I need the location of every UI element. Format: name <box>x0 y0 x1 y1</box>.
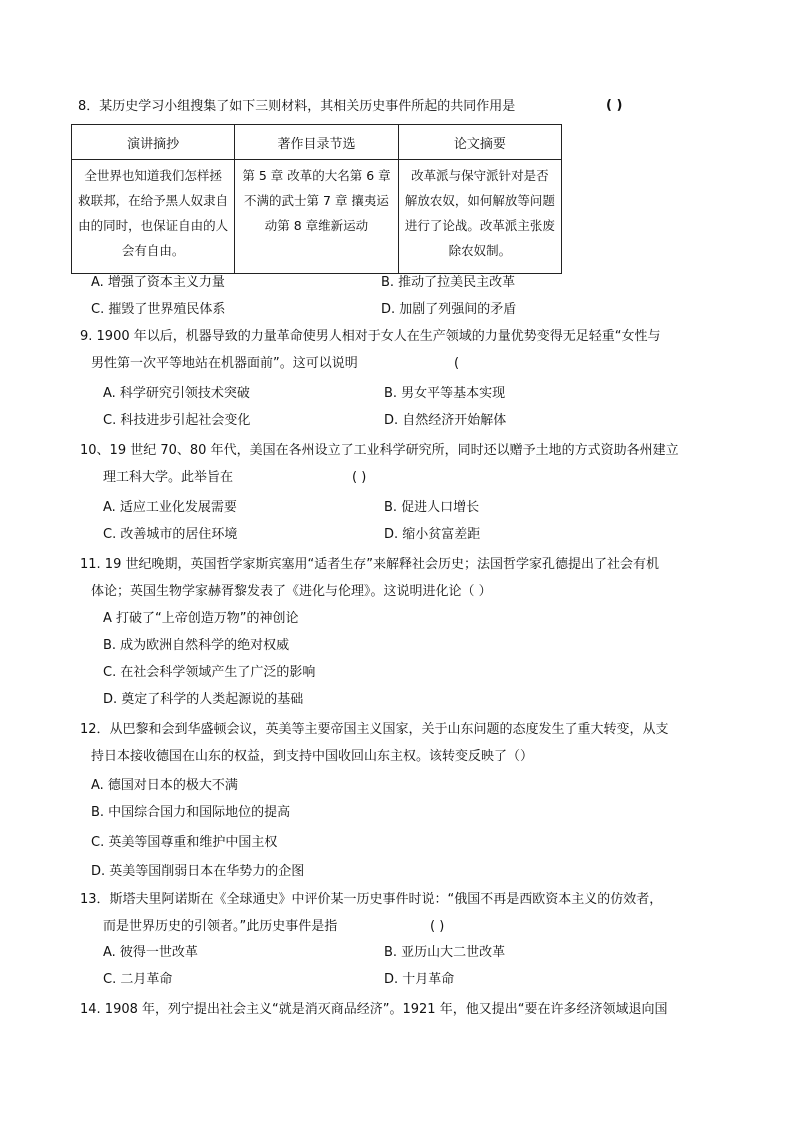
q10-answer-paren: ( ) <box>352 470 367 485</box>
table-header-paper: 论文摘要 <box>398 125 561 160</box>
q11-stem-line2: 体论；英国生物学家赫胥黎发表了《进化与伦理》。这说明进化论（ ） <box>91 584 492 599</box>
q9-option-b[interactable]: B. 男女平等基本实现 <box>384 386 506 401</box>
table-cell-speech <box>72 160 235 274</box>
q11-stem-line1: 11. 19 世纪晚期，英国哲学家斯宾塞用“适者生存”来解释社会历史；法国哲学家孔德提出了社会有机 <box>80 557 659 572</box>
q8-stem: 8．某历史学习小组搜集了如下三则材料，其相关历史事件所起的共同作用是 <box>78 99 516 114</box>
q11-option-d[interactable]: D. 奠定了科学的人类起源说的基础 <box>103 692 304 707</box>
q12-option-b[interactable]: B. 中国综合国力和国际地位的提高 <box>91 805 291 820</box>
q9-option-a[interactable]: A. 科学研究引领技术突破 <box>103 386 250 401</box>
q11-option-c[interactable]: C. 在社会科学领域产生了广泛的影响 <box>103 665 316 680</box>
q13-stem-line1: 13．斯塔夫里阿诺斯在《全球通史》中评价某一历史事件时说：“俄国不再是西欧资本主义的仿效者， <box>80 892 663 907</box>
q10-option-b[interactable]: B. 促进人口增长 <box>384 500 480 515</box>
q10-option-a[interactable]: A. 适应工业化发展需要 <box>103 500 237 515</box>
table-row <box>72 160 562 274</box>
q13-answer-paren: ( ) <box>430 919 445 934</box>
q9-answer-paren: ( <box>454 356 460 371</box>
table-header-book: 著作目录节选 <box>235 125 398 160</box>
q10-option-c[interactable]: C. 改善城市的居住环境 <box>103 527 238 542</box>
q9-option-c[interactable]: C. 科技进步引起社会变化 <box>103 413 251 428</box>
q8-option-b[interactable]: B. 推动了拉美民主改革 <box>381 275 516 290</box>
table-cell-book <box>235 160 398 274</box>
q10-stem-line1: 10、19 世纪 70、80 年代，美国在各州设立了工业科学研究所，同时还以赠予土地的方式资助各州建立 <box>80 443 679 458</box>
table-cell-text: 改革派与保守派针对是否 解放农奴，如何解放等问题 进行了论战。改革派主张废 除农奴制。 <box>404 168 555 258</box>
table-cell-paper <box>398 160 561 274</box>
q9-stem-line1: 9. 1900 年以后，机器导致的力量革命使男人相对于女人在生产领域的力量优势变得无足轻重“女性与 <box>80 329 661 344</box>
q8-material-table <box>71 124 562 274</box>
table-cell-text: 全世界也知道我们怎样拯 救联邦，在给予黑人奴隶自 由的同时，也保证自由的人 会有自由。 <box>78 168 229 258</box>
table-header-row <box>72 125 562 160</box>
q14-stem-line1: 14. 1908 年，列宁提出社会主义“就是消灭商品经济”。1921 年，他又提出“要在许多经济领域退向国 <box>80 1002 668 1017</box>
q8-answer-paren: ( ) <box>606 98 623 113</box>
q8-option-a[interactable]: A. 增强了资本主义力量 <box>91 275 225 290</box>
q13-option-a[interactable]: A. 彼得一世改革 <box>103 945 198 960</box>
q9-stem-line2: 男性第一次平等地站在机器面前”。这可以说明 <box>91 356 358 371</box>
q12-stem-line1: 12．从巴黎和会到华盛顿会议，英美等主要帝国主义国家，关于山东问题的态度发生了重大转变，从支 <box>80 722 669 737</box>
q12-option-a[interactable]: A. 德国对日本的极大不满 <box>91 778 238 793</box>
q12-option-c[interactable]: C. 英美等国尊重和维护中国主权 <box>91 835 278 850</box>
q8-option-d[interactable]: D. 加剧了列强间的矛盾 <box>381 302 517 317</box>
q13-option-b[interactable]: B. 亚历山大二世改革 <box>384 945 506 960</box>
table-cell-text: 第 5 章 改革的大名第 6 章 不满的武士第 7 章 攘夷运 动第 8 章维新运动 <box>242 168 391 233</box>
q10-option-d[interactable]: D. 缩小贫富差距 <box>384 527 481 542</box>
q11-option-a[interactable]: A 打破了“上帝创造万物”的神创论 <box>103 611 299 626</box>
q12-option-d[interactable]: D. 英美等国削弱日本在华势力的企图 <box>91 864 305 879</box>
q13-option-d[interactable]: D. 十月革命 <box>384 972 455 987</box>
q13-stem-line2: 而是世界历史的引领者。”此历史事件是指 <box>103 919 338 934</box>
q9-option-d[interactable]: D. 自然经济开始解体 <box>384 413 507 428</box>
q8-option-c[interactable]: C. 摧毁了世界殖民体系 <box>91 302 226 317</box>
q10-stem-line2: 理工科大学。此举旨在 <box>103 470 234 485</box>
q11-option-b[interactable]: B. 成为欧洲自然科学的绝对权威 <box>103 638 290 653</box>
q12-stem-line2: 持日本接收德国在山东的权益，到支持中国收回山东主权。该转变反映了（） <box>91 749 534 764</box>
q13-option-c[interactable]: C. 二月革命 <box>103 972 173 987</box>
table-header-speech: 演讲摘抄 <box>72 125 235 160</box>
